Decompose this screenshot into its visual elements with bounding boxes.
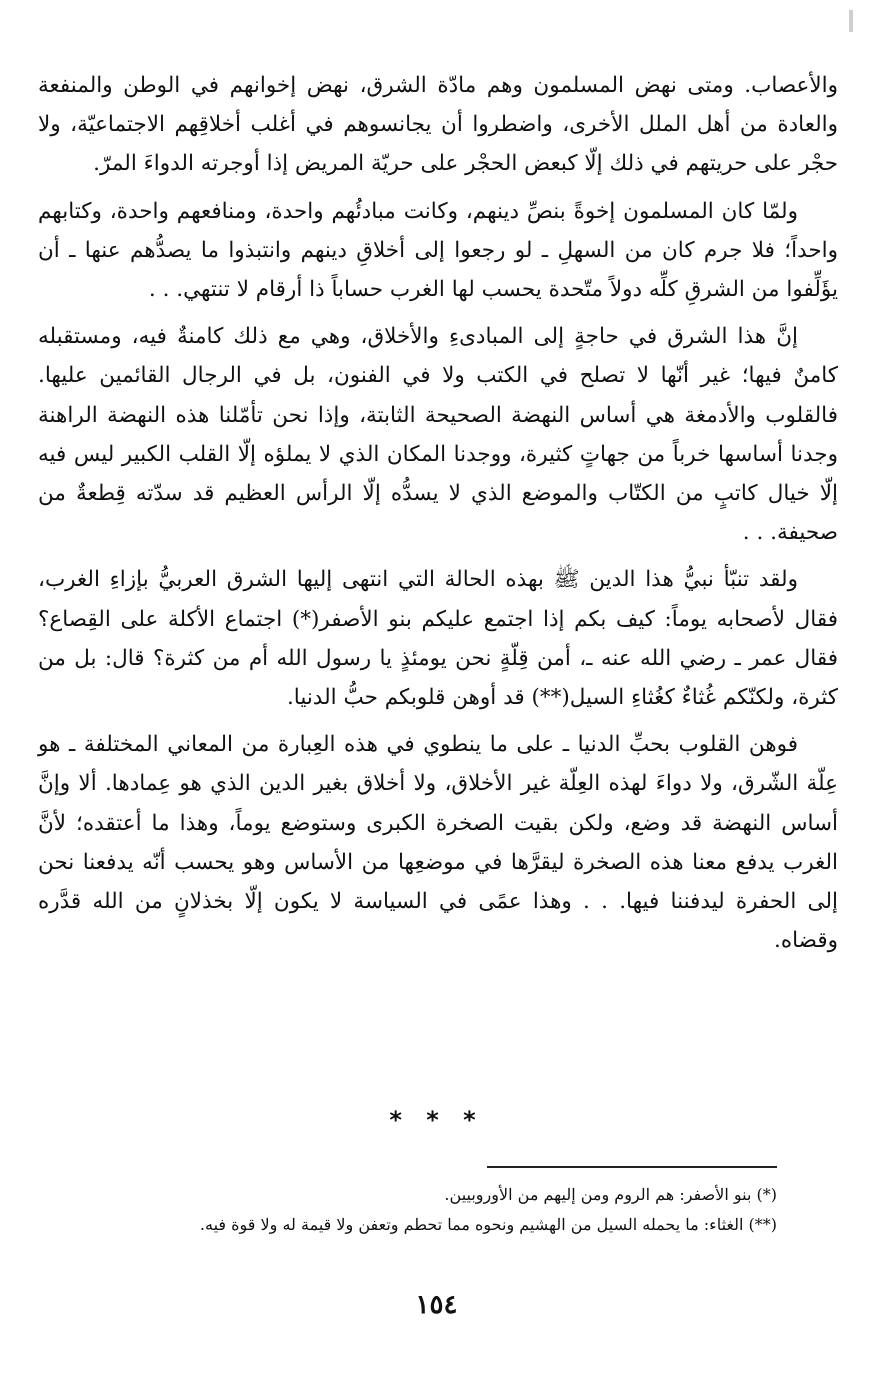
footnote-rule — [487, 1166, 777, 1168]
page-number: ١٥٤ — [415, 1290, 458, 1320]
section-separator: * * * — [389, 1106, 484, 1134]
scan-edge-mark — [849, 10, 853, 32]
paragraph-4: ولقد تنبّأ نبيُّ هذا الدين ﷺ بهذه الحالة التي انتهى إليها الشرق العربيُّ بإزاءِ الغرب، فقال لأصحابه يوماً: كيف بكم إذا اجتمع عليكم بنو الأصفر(*) اجتماع الأكلة على القِصاع؟ فقال عمر ـ رضي الله عنه ـ، أمن قِلّةٍ نحن يومئذٍ يا رسول الله أم من كثرة؟ قال: بل من كثرة، ولكنّكم غُثاءٌ كغُثاءِ السيل(**) قد أوهن قلوبكم حبُّ الدنيا. — [38, 567, 838, 711]
footnote-1: (*) بنو الأصفر: هم الروم ومن إليهم من الأوروبيين. — [444, 1185, 777, 1204]
main-text — [38, 66, 838, 968]
footnote-2: (**) الغثاء: ما يحمله السيل من الهشيم ونحوه مما تحطم وتعفن ولا قيمة له ولا قوة فيه. — [199, 1215, 777, 1234]
paragraph-5: فوهن القلوب بحبِّ الدنيا ـ على ما ينطوي في هذه العِبارة من المعاني المختلفة ـ هو عِلّة الشّرق، ولا دواءَ لهذه العِلّة غير الأخلاق، ولا أخلاق بغير الدين الذي هو عِمادها. ألا وإنَّ أساس النهضة قد وضع، ولكن بقيت الصخرة الكبرى وستوضع يوماً، وهذا ما أعتقده؛ لأنَّ الغرب يدفع معنا هذه الصخرة ليقرَّها في موضعِها من الأساس وهو يحسب أنّه يدفعنا نحن إلى الحفرة ليدفننا فيها. . . وهذا عمًى في السياسة لا يكون إلّا بخذلانٍ من الله قدَّره وقضاه. — [38, 732, 838, 954]
paragraph-2: ولمّا كان المسلمون إخوةً بنصِّ دينهم، وكانت مبادئُهم واحدة، ومنافعهم واحدة، وكتابهم واحداً؛ فلا جرم كان من السهلِ ـ لو رجعوا إلى أخلاقِ دينهم وانتبذوا ما يصدُّهم عنها ـ أن يؤَلِّفوا من الشرقِ كلِّه دولاً متّحدة يحسب لها الغرب حساباً ذا أرقام لا تنتهي. . . — [38, 198, 838, 303]
paragraph-3: إنَّ هذا الشرق في حاجةٍ إلى المبادىءِ والأخلاق، وهي مع ذلك كامنةٌ فيه، ومستقبله كامنٌ فيها؛ غير أنّها لا تصلح في الكتب ولا في الفنون، بل في الرجال القائمين عليها. فالقلوب والأدمغة هي أساس النهضة الصحيحة الثابتة، وإذا نحن تأمّلنا هذه النهضة الراهنة وجدنا أساسها خرباً من جهاتٍ كثيرة، ووجدنا المكان الذي لا يملؤه إلّا القلب الكبير ليس فيه إلّا خيال كاتبٍ من الكتّاب والموضع الذي لا يسدُّه إلّا الرأس العظيم قد سدّته قِطعةٌ من صحيفة. . . — [38, 324, 838, 546]
footnotes — [57, 1180, 777, 1240]
paragraph-1: والأعصاب. ومتى نهض المسلمون وهم مادّة الشرق، نهض إخوانهم في الوطن والمنفعة والعادة من أهل الملل الأخرى، واضطروا أن يجانسوهم في أغلب أخلاقِهم الاجتماعيّة، ولا حجْر على حريتهم في ذلك إلّا كبعض الحجْر على حريّة المريض إذا أوجرته الدواءَ المرّ. — [38, 73, 838, 177]
